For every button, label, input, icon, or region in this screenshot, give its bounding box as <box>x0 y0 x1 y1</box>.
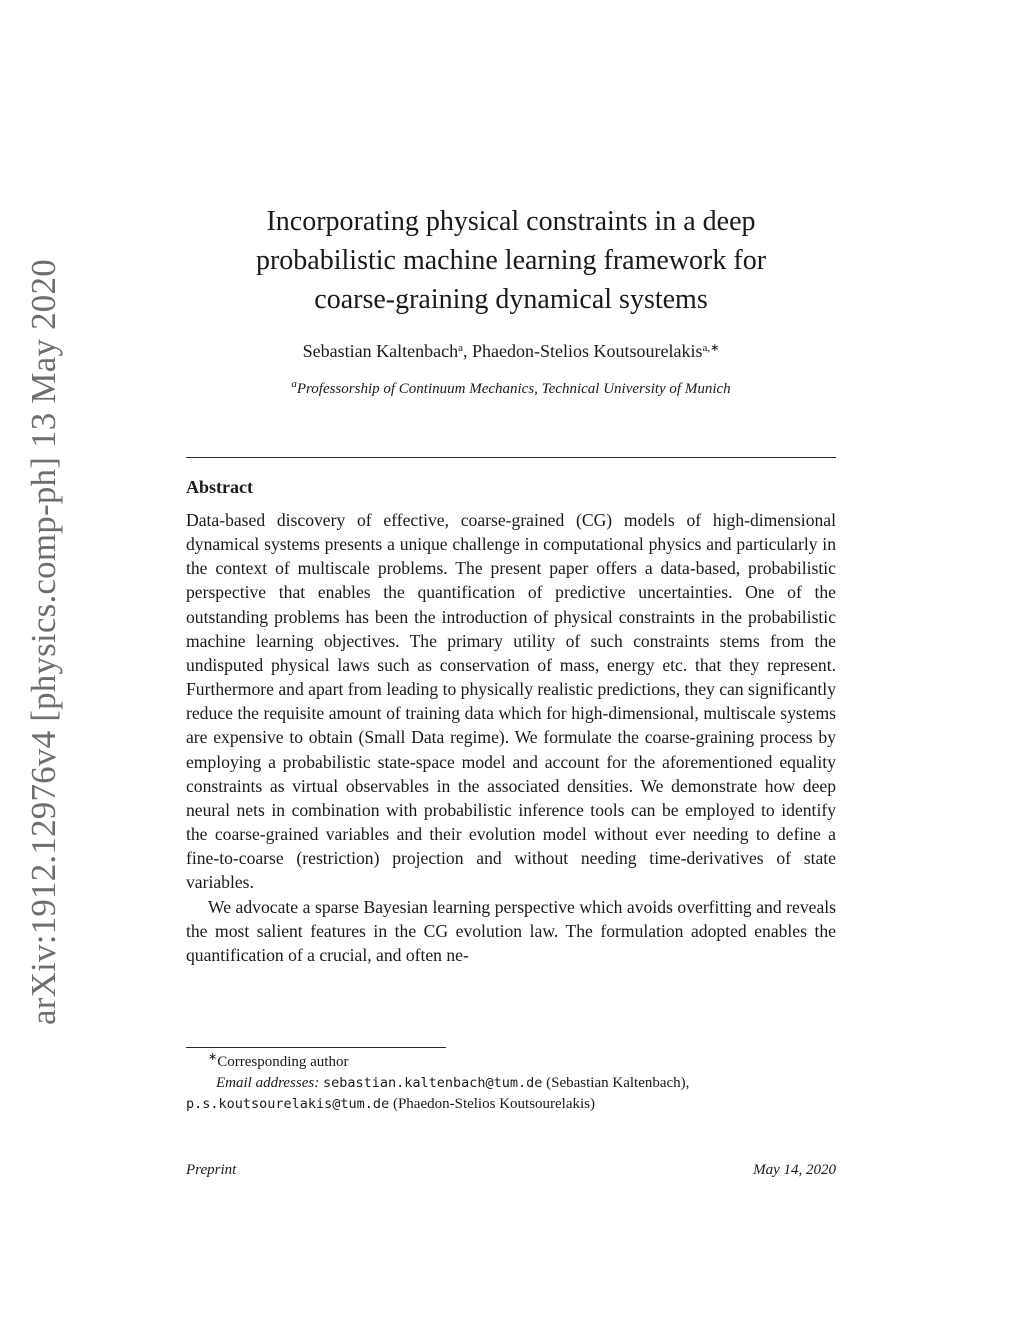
abstract-body <box>186 508 836 967</box>
title-line: coarse-graining dynamical systems <box>314 284 708 315</box>
footer-preprint-label: Preprint <box>186 1162 237 1178</box>
author-affiliation-mark: a <box>458 342 463 354</box>
paper-title <box>186 202 836 319</box>
author-affiliation-mark: a,∗ <box>702 342 720 354</box>
author-list: Sebastian Kaltenbach$^a$, Phaedon-Stelios Koutsourelakis$^{a,∗}$ <box>302 341 720 361</box>
footer-date: May 14, 2020 <box>753 1162 836 1178</box>
affiliation-text: Professorship of Continuum Mechanics, Technical University of Munich <box>296 381 731 397</box>
author-name: Phaedon-Stelios Koutsourelakis <box>472 341 703 361</box>
email-label: Email addresses: <box>216 1075 320 1091</box>
affiliation-mark: a <box>291 378 297 390</box>
email-owner: (Sebastian Kaltenbach), <box>546 1075 690 1091</box>
affiliation <box>186 378 836 400</box>
email-note-continued <box>186 1094 836 1115</box>
abstract-paragraph: Data-based discovery of effective, coarse-grained (CG) models of high-dimensional dynamical systems presents a unique challenge in computational physics and particularly in the context of multiscale problems. The present paper offers a data-based, probabilistic perspective that enables the quantification of predictive uncertainties. One of the outstanding problems has been the introduction of physical constraints in the probabilistic machine learning objectives. The primary utility of such constraints stems from the undisputed physical laws such as conservation of mass, energy etc. that they represent. Furthermore and apart from leading to physically realistic predictions, they can significantly reduce the requisite amount of training data which for high-dimensional, multiscale systems are expensive to obtain (Small Data regime). We formulate the coarse-graining process by employing a probabilistic state-space model and account for the aforementioned equality constraints as virtual observables in the associated densities. We demonstrate how deep neural nets in combination with probabilistic inference tools can be employed to identify the coarse-grained variables and their evolution model without ever needing to define a fine-to-coarse (restriction) projection and without needing time-derivatives of state variables. <box>186 510 836 893</box>
corresponding-author-note <box>186 1052 836 1073</box>
abstract-heading: Abstract <box>186 477 253 497</box>
abstract-top-rule <box>186 457 836 458</box>
email-link[interactable]: p.s.koutsourelakis@tum.de <box>186 1096 390 1112</box>
footnote-mark: ∗ <box>208 1051 218 1063</box>
email-link[interactable]: sebastian.kaltenbach@tum.de <box>322 1075 543 1091</box>
email-owner: (Phaedon-Stelios Koutsourelakis) <box>392 1096 596 1112</box>
corresponding-author-text: Corresponding author <box>217 1054 349 1070</box>
footnotes <box>186 1052 836 1115</box>
arxiv-side-stamp <box>20 259 68 1025</box>
title-line: probabilistic machine learning framework for <box>255 245 767 276</box>
footnote-rule <box>186 1047 446 1048</box>
abstract-paragraph: We advocate a sparse Bayesian learning perspective which avoids overfitting and reveals the most salient features in the CG evolution law. The formulation adopted enables the quantification of a crucial, and often ne- <box>186 896 836 965</box>
email-note <box>186 1073 836 1094</box>
arxiv-identifier: arXiv:1912.12976v4 [physics.comp-ph] 13 May 2020 <box>24 259 63 1025</box>
author-name: Sebastian Kaltenbach <box>302 341 459 361</box>
title-line: Incorporating physical constraints in a deep <box>266 206 756 237</box>
